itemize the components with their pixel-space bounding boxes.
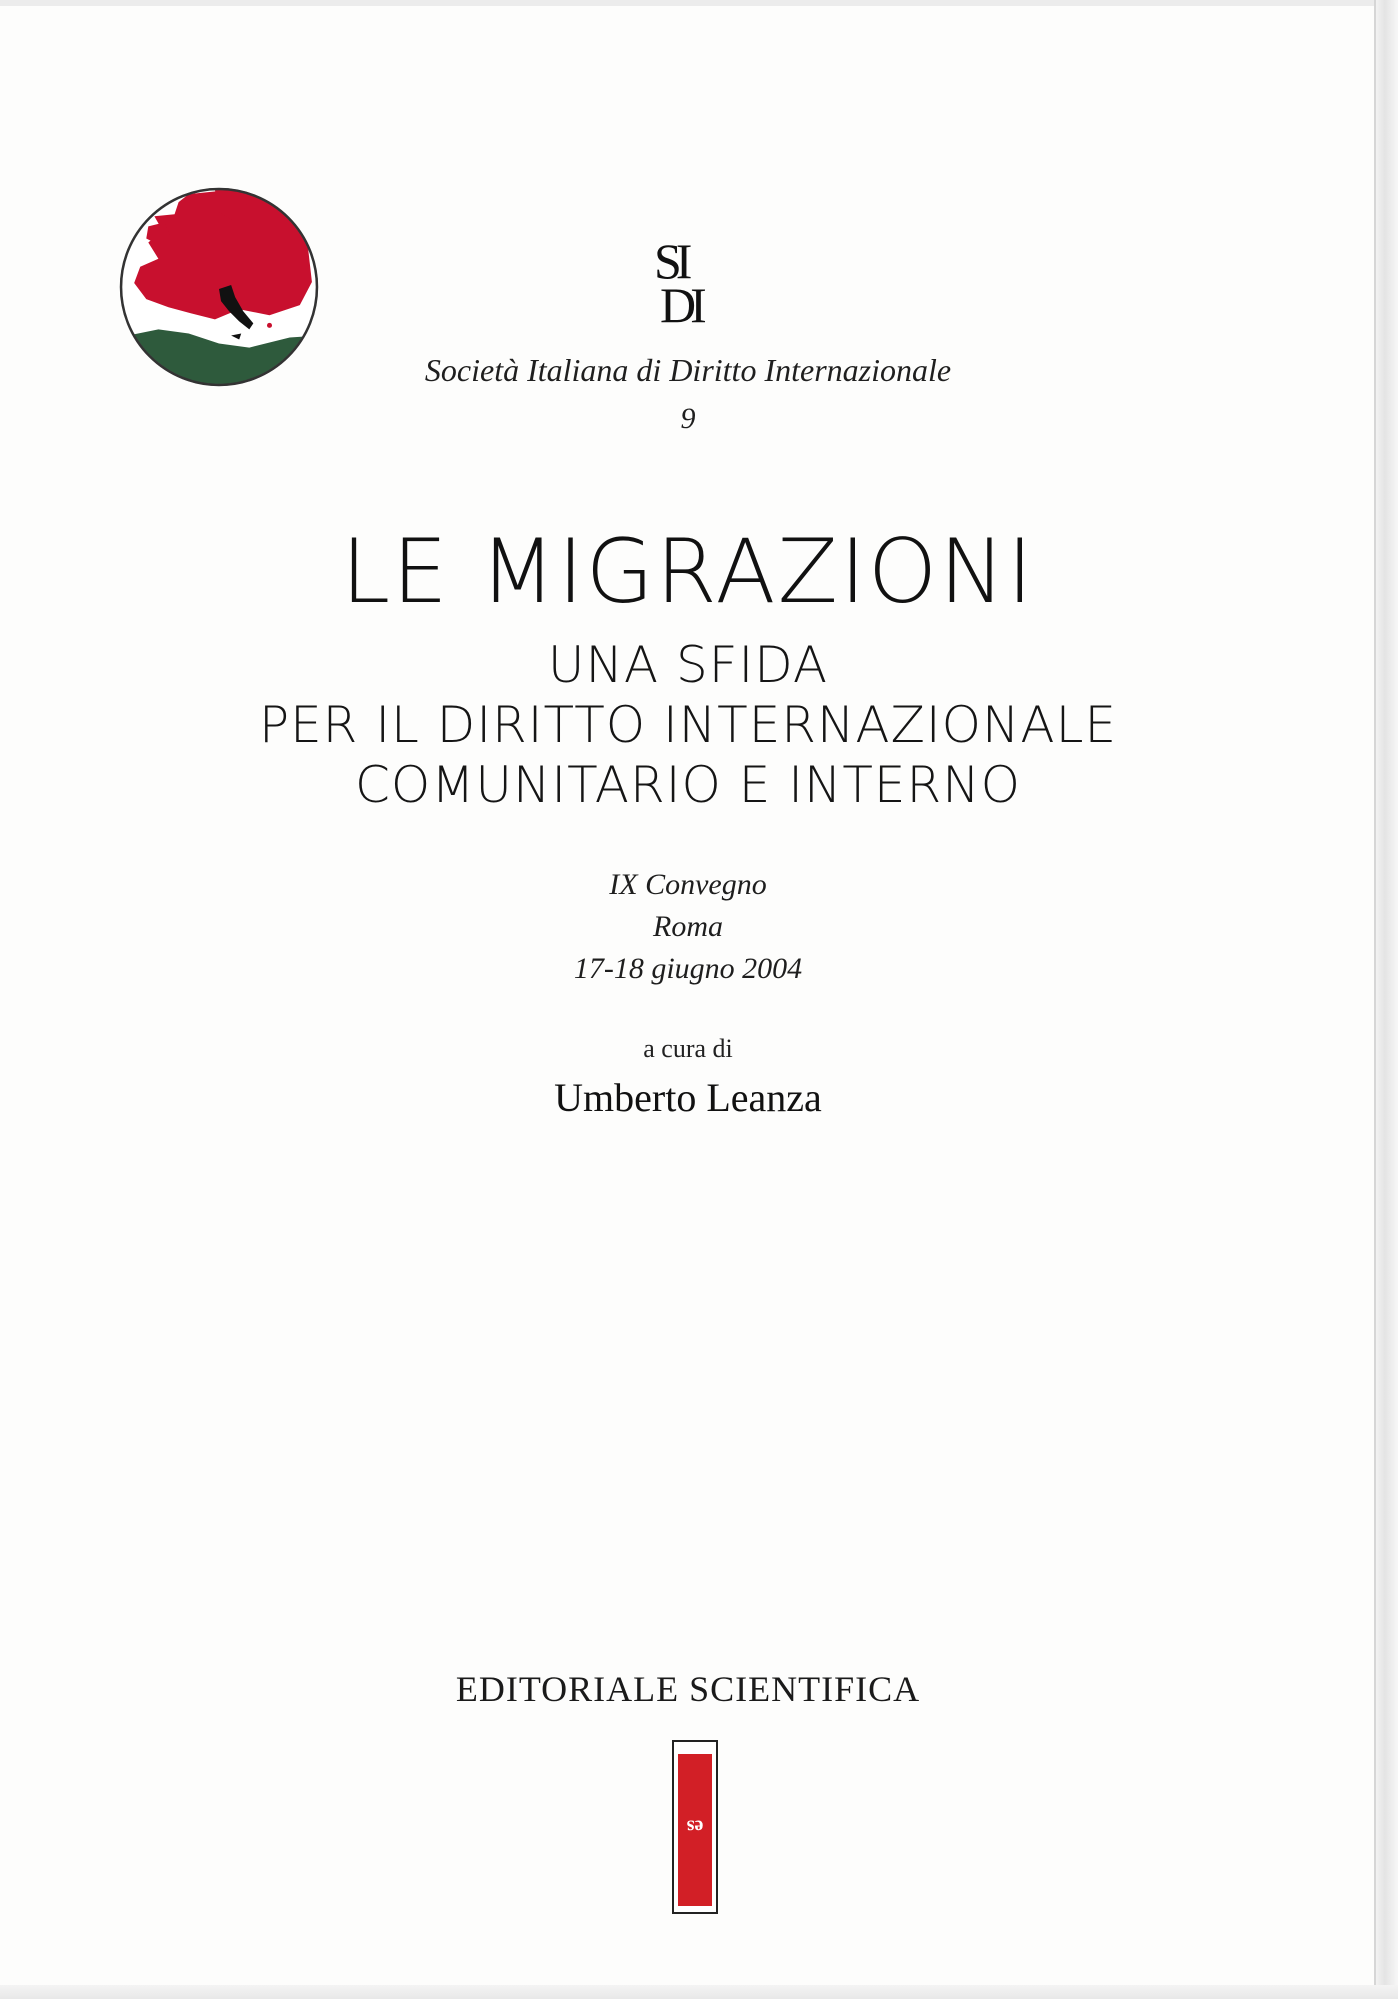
curated-by-label: a cura di (643, 1034, 733, 1063)
publisher-mark: es (686, 1815, 704, 1838)
publisher-name: EDITORIALE SCIENTIFICA (455, 1669, 921, 1709)
page-edge-bottom (0, 1985, 1398, 1999)
conference-city: Roma (653, 910, 723, 943)
conference-dates: 17-18 giugno 2004 (573, 952, 803, 985)
page-edge-right (1374, 0, 1398, 1999)
subtitle-line-1: UNA SFIDA (547, 636, 829, 694)
publisher-logo (672, 1740, 718, 1914)
editor-name: Umberto Leanza (554, 1075, 822, 1120)
conference-edition: IX Convegno (609, 868, 767, 901)
subtitle-line-3: COMUNITARIO E INTERNO (354, 756, 1022, 814)
series-number: 9 (680, 402, 696, 435)
sidi-monogram (650, 232, 736, 332)
page-edge-top (0, 0, 1398, 6)
monogram-top: SI (654, 233, 687, 289)
society-name: Società Italiana di Diritto Internazionale (424, 352, 952, 388)
monogram-bottom: DI (660, 277, 701, 333)
subtitle-line-2: PER IL DIRITTO INTERNAZIONALE (258, 696, 1118, 754)
main-title: LE MIGRAZIONI (341, 520, 1035, 623)
